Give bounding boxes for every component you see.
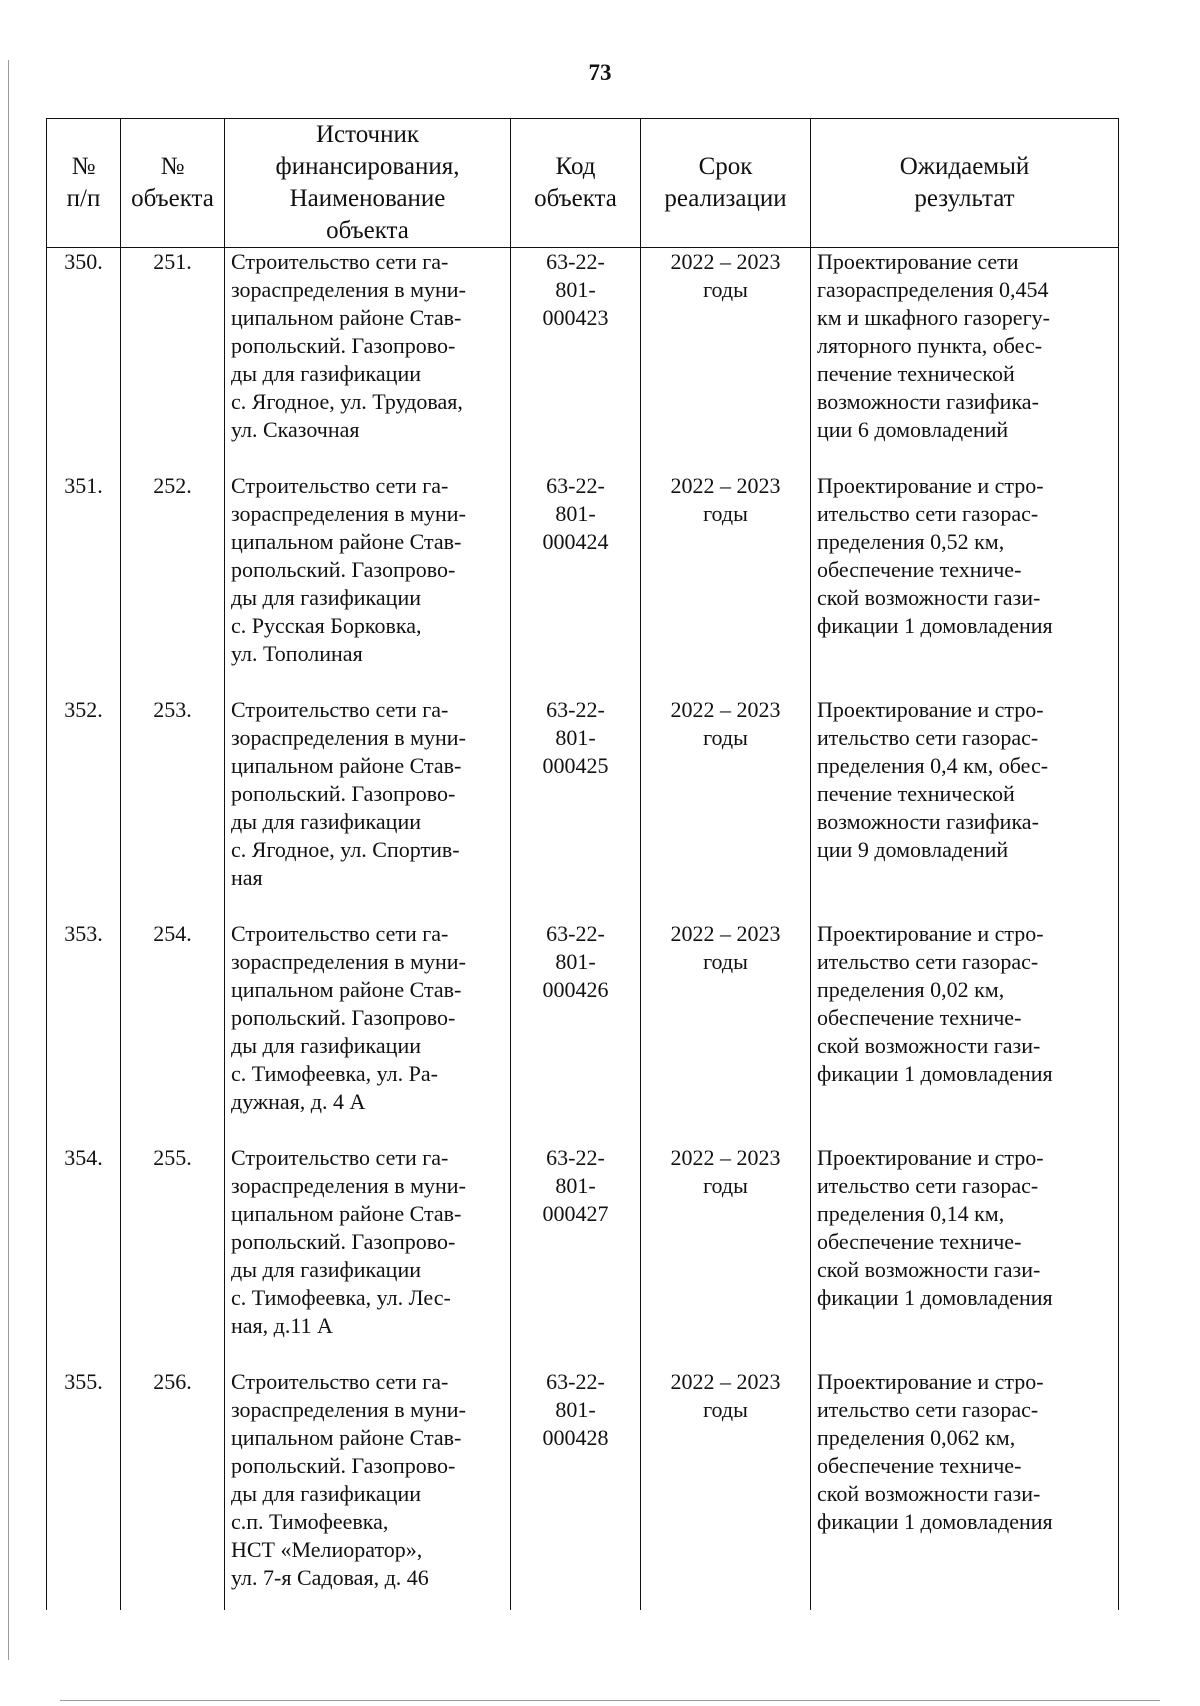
object-number: 252.	[121, 472, 225, 696]
object-code: 63-22- 801- 000424	[511, 472, 641, 696]
implementation-term: 2022 – 2023 годы	[641, 696, 811, 920]
row-number: 352.	[47, 696, 121, 920]
expected-result: Проектирование и стро- ительство сети газорас- пределения 0,4 км, обес- печение технической возможности газифика- ции 9 домовладений	[811, 696, 1119, 920]
object-number: 256.	[121, 1368, 225, 1610]
expected-result: Проектирование и стро- ительство сети газорас- пределения 0,14 км, обеспечение техниче- ской возможности гази- фикации 1 домовладения	[811, 1144, 1119, 1368]
table-row	[47, 248, 1119, 473]
object-name: Строительство сети га- зораспределения в муни- ципальном районе Став- ропольский. Газопрово- ды для газификации с. Тимофеевка, ул. Лес- ная, д.11 А	[225, 1144, 511, 1368]
program-objects-table	[46, 118, 1119, 1610]
implementation-term: 2022 – 2023 годы	[641, 1368, 811, 1610]
page-left-edge-line	[8, 60, 9, 1660]
header-object-code: Код объекта	[511, 119, 641, 248]
header-source-name: Источник финансирования, Наименование объекта	[225, 119, 511, 248]
object-name: Строительство сети га- зораспределения в муни- ципальном районе Став- ропольский. Газопрово- ды для газификации с.п. Тимофеевка, НСТ «Мелиоратор», ул. 7-я Садовая, д. 46	[225, 1368, 511, 1610]
expected-result: Проектирование и стро- ительство сети газорас- пределения 0,52 км, обеспечение техниче- ской возможности гази- фикации 1 домовладения	[811, 472, 1119, 696]
row-number: 350.	[47, 248, 121, 473]
implementation-term: 2022 – 2023 годы	[641, 472, 811, 696]
expected-result: Проектирование сети газораспределения 0,454 км и шкафного газорегу- ляторного пункта, обес- печение технической возможности газифика- ции 6 домовладений	[811, 248, 1119, 473]
object-number: 253.	[121, 696, 225, 920]
table-row	[47, 920, 1119, 1144]
header-expected-result: Ожидаемый результат	[811, 119, 1119, 248]
header-num: № п/п	[47, 119, 121, 248]
implementation-term: 2022 – 2023 годы	[641, 1144, 811, 1368]
object-code: 63-22- 801- 000428	[511, 1368, 641, 1610]
table-row	[47, 1368, 1119, 1610]
implementation-term: 2022 – 2023 годы	[641, 920, 811, 1144]
object-code: 63-22- 801- 000423	[511, 248, 641, 473]
table-row	[47, 472, 1119, 696]
row-number: 354.	[47, 1144, 121, 1368]
row-number: 353.	[47, 920, 121, 1144]
object-name: Строительство сети га- зораспределения в муни- ципальном районе Став- ропольский. Газопрово- ды для газификации с. Ягодное, ул. Трудовая, ул. Сказочная	[225, 248, 511, 473]
object-name: Строительство сети га- зораспределения в муни- ципальном районе Став- ропольский. Газопрово- ды для газификации с. Русская Борковка, ул. Тополиная	[225, 472, 511, 696]
table-header-row	[47, 119, 1119, 248]
expected-result: Проектирование и стро- ительство сети газорас- пределения 0,02 км, обеспечение техниче- ской возможности гази- фикации 1 домовладения	[811, 920, 1119, 1144]
header-term: Срок реализации	[641, 119, 811, 248]
object-number: 251.	[121, 248, 225, 473]
page-number: 73	[588, 60, 612, 85]
object-number: 255.	[121, 1144, 225, 1368]
object-code: 63-22- 801- 000425	[511, 696, 641, 920]
table-row	[47, 696, 1119, 920]
header-object-number: № объекта	[121, 119, 225, 248]
object-name: Строительство сети га- зораспределения в муни- ципальном районе Став- ропольский. Газопрово- ды для газификации с. Тимофеевка, ул. Ра- дужная, д. 4 А	[225, 920, 511, 1144]
table-row	[47, 1144, 1119, 1368]
object-code: 63-22- 801- 000427	[511, 1144, 641, 1368]
implementation-term: 2022 – 2023 годы	[641, 248, 811, 473]
row-number: 355.	[47, 1368, 121, 1610]
object-number: 254.	[121, 920, 225, 1144]
row-number: 351.	[47, 472, 121, 696]
page-bottom-edge-line	[60, 1700, 1160, 1701]
expected-result: Проектирование и стро- ительство сети газорас- пределения 0,062 км, обеспечение техниче- ской возможности гази- фикации 1 домовладения	[811, 1368, 1119, 1610]
object-code: 63-22- 801- 000426	[511, 920, 641, 1144]
object-name: Строительство сети га- зораспределения в муни- ципальном районе Став- ропольский. Газопрово- ды для газификации с. Ягодное, ул. Спортив- ная	[225, 696, 511, 920]
